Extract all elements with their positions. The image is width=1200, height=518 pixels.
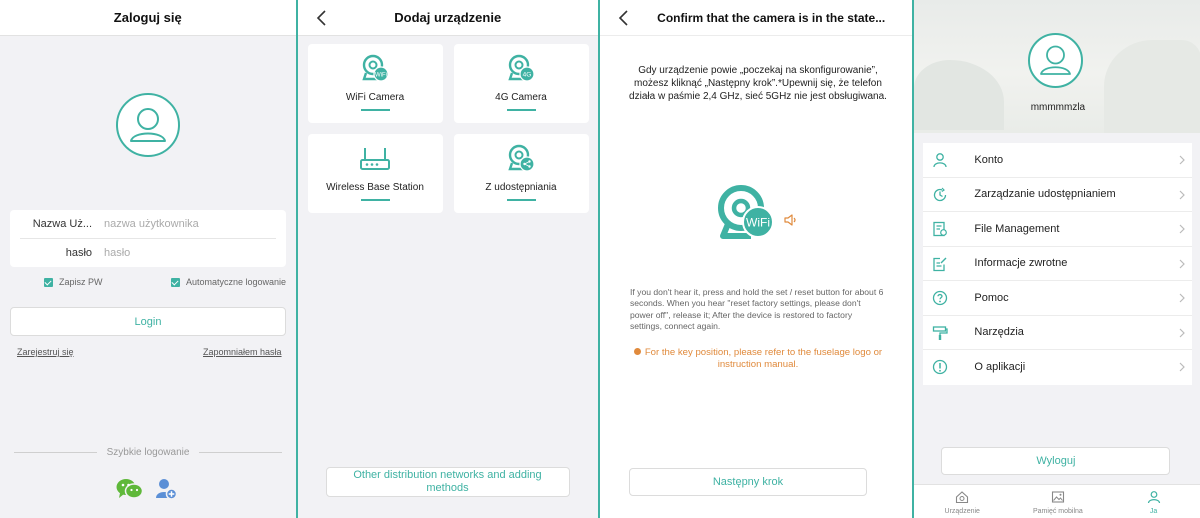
avatar bbox=[116, 93, 180, 157]
base-station-card[interactable] bbox=[308, 134, 443, 213]
tab-mobile-storage[interactable] bbox=[1010, 485, 1106, 518]
profile-screen bbox=[914, 0, 1200, 518]
feedback-icon bbox=[932, 256, 948, 272]
menu-item-tools[interactable] bbox=[923, 316, 1192, 351]
user-icon bbox=[118, 95, 178, 155]
chevron-right-icon bbox=[1178, 189, 1186, 201]
add-account-icon[interactable] bbox=[155, 478, 177, 500]
help-icon bbox=[932, 290, 948, 306]
menu-item-label: Zarządzanie udostępnianiem bbox=[974, 188, 1116, 201]
divider-line bbox=[199, 452, 282, 453]
file-icon bbox=[932, 221, 948, 237]
menu-item-label: O aplikacji bbox=[974, 361, 1026, 374]
username-label: Nazwa Uż... bbox=[32, 218, 92, 230]
tab-device[interactable] bbox=[914, 485, 1010, 518]
auto-login-checkbox[interactable] bbox=[171, 277, 286, 287]
menu-item-label: Narzędzia bbox=[974, 326, 1024, 339]
wifi-badge-text: WiFi bbox=[745, 215, 770, 230]
quick-login-divider bbox=[14, 446, 282, 458]
settings-menu bbox=[923, 143, 1192, 385]
instruction-text: Gdy urządzenie powie „poczekaj na skonfigurowanie”, możesz kliknąć „Następny krok”.*Upewnij się, że telefon działa w paśmie 2,4 GHz, sieć 5GHz nie jest obsługiwana. bbox=[629, 65, 887, 102]
login-form bbox=[10, 210, 286, 267]
background-decoration bbox=[914, 60, 1004, 130]
tools-icon bbox=[932, 325, 948, 341]
user-icon bbox=[1030, 35, 1081, 86]
card-label: WiFi Camera bbox=[345, 92, 405, 103]
wifi-camera-icon bbox=[360, 54, 390, 84]
auto-login-label: Automatyczne logowanie bbox=[186, 277, 287, 287]
menu-item-label: Pomoc bbox=[974, 291, 1009, 304]
user-icon bbox=[932, 152, 948, 168]
chevron-right-icon bbox=[1178, 327, 1186, 339]
base-station-icon bbox=[359, 144, 391, 174]
avatar[interactable] bbox=[1028, 33, 1083, 88]
camera-wifi-icon bbox=[715, 184, 777, 242]
wifi-camera-card[interactable] bbox=[308, 44, 443, 123]
wechat-icon[interactable] bbox=[116, 478, 144, 500]
tab-label: Ja bbox=[1149, 508, 1158, 515]
bottom-tab-bar bbox=[914, 484, 1200, 518]
warning-dot-icon bbox=[634, 348, 641, 355]
logout-label: Wyloguj bbox=[1036, 455, 1076, 467]
checkbox-checked-icon bbox=[171, 278, 180, 287]
checkbox-checked-icon bbox=[44, 278, 53, 287]
shared-camera-icon bbox=[506, 144, 536, 174]
chevron-right-icon bbox=[1178, 292, 1186, 304]
speaker-icon bbox=[783, 213, 799, 227]
menu-item-label: File Management bbox=[974, 222, 1060, 235]
menu-item-share-management[interactable] bbox=[923, 178, 1192, 213]
tab-me[interactable] bbox=[1106, 485, 1200, 518]
save-password-checkbox[interactable] bbox=[44, 277, 103, 287]
gallery-tab-icon bbox=[1051, 490, 1065, 504]
card-underline bbox=[361, 109, 390, 111]
wifi-badge-text: WiFi bbox=[375, 72, 387, 79]
note-text: For the key position, please refer to the fuselage logo or instruction manual. bbox=[644, 347, 883, 371]
background-decoration bbox=[1104, 40, 1200, 133]
forgot-password-link[interactable]: Zapomniałem hasła bbox=[203, 347, 282, 357]
register-link[interactable]: Zarejestruj się bbox=[17, 347, 74, 357]
chevron-right-icon bbox=[1178, 361, 1186, 373]
device-tab-icon bbox=[955, 490, 969, 504]
me-tab-icon bbox=[1147, 490, 1161, 504]
next-step-button[interactable] bbox=[629, 468, 867, 496]
key-position-note bbox=[630, 347, 886, 372]
profile-header bbox=[914, 0, 1200, 133]
login-button-label: Login bbox=[134, 315, 162, 328]
shared-device-card[interactable] bbox=[454, 134, 589, 213]
other-methods-button[interactable] bbox=[326, 467, 570, 497]
info-icon bbox=[932, 359, 948, 375]
password-input[interactable] bbox=[104, 247, 274, 259]
quick-login-label: Szybkie logowanie bbox=[106, 446, 190, 458]
username-row bbox=[10, 210, 286, 238]
card-label: Z udostępniania bbox=[485, 182, 557, 193]
menu-item-feedback[interactable] bbox=[923, 247, 1192, 282]
add-device-navbar bbox=[298, 0, 599, 36]
page-title: Dodaj urządzenie bbox=[394, 10, 502, 25]
menu-item-label: Informacje zwrotne bbox=[974, 257, 1068, 270]
logout-button[interactable] bbox=[941, 447, 1170, 475]
divider-line bbox=[14, 452, 97, 453]
chevron-right-icon bbox=[1178, 154, 1186, 166]
card-label: Wireless Base Station bbox=[326, 182, 424, 193]
share-manage-icon bbox=[932, 187, 948, 203]
password-row bbox=[10, 239, 286, 267]
tab-label: Pamięć mobilna bbox=[1033, 508, 1083, 515]
save-password-label: Zapisz PW bbox=[59, 277, 103, 287]
chevron-right-icon bbox=[1178, 223, 1186, 235]
menu-item-file-management[interactable] bbox=[923, 212, 1192, 247]
back-arrow-icon[interactable] bbox=[312, 8, 332, 28]
4g-camera-card[interactable] bbox=[454, 44, 589, 123]
card-underline bbox=[361, 199, 390, 201]
card-underline bbox=[507, 199, 536, 201]
add-device-screen bbox=[298, 0, 599, 518]
login-screen bbox=[0, 0, 296, 518]
menu-item-label: Konto bbox=[974, 153, 1004, 166]
page-title: Zaloguj się bbox=[113, 10, 182, 25]
menu-item-help[interactable] bbox=[923, 281, 1192, 316]
reset-help-text: If you don't hear it, press and hold the set / reset button for about 6 seconds. When you hear "reset factory settings, please don't power off", release it; After the device is restored to factory settings, connect again. bbox=[629, 287, 884, 332]
other-methods-label: Other distribution networks and adding methods bbox=[353, 469, 542, 494]
4g-badge-text: 4G bbox=[522, 71, 532, 79]
login-navbar bbox=[0, 0, 296, 36]
page-title: Confirm that the camera is in the state... bbox=[657, 11, 886, 25]
card-label: 4G Camera bbox=[495, 92, 547, 103]
password-label: hasło bbox=[65, 247, 92, 259]
confirm-state-screen bbox=[600, 0, 912, 518]
tab-label: Urządzenie bbox=[944, 508, 980, 515]
menu-item-account[interactable] bbox=[923, 143, 1192, 178]
username-input[interactable] bbox=[104, 218, 274, 230]
chevron-right-icon bbox=[1178, 258, 1186, 270]
4g-camera-icon bbox=[506, 54, 536, 84]
menu-item-about[interactable] bbox=[923, 350, 1192, 385]
next-step-label: Następny krok bbox=[712, 476, 784, 488]
profile-username: mmmmmzla bbox=[1030, 102, 1086, 113]
login-button[interactable] bbox=[10, 307, 286, 336]
card-underline bbox=[507, 109, 536, 111]
